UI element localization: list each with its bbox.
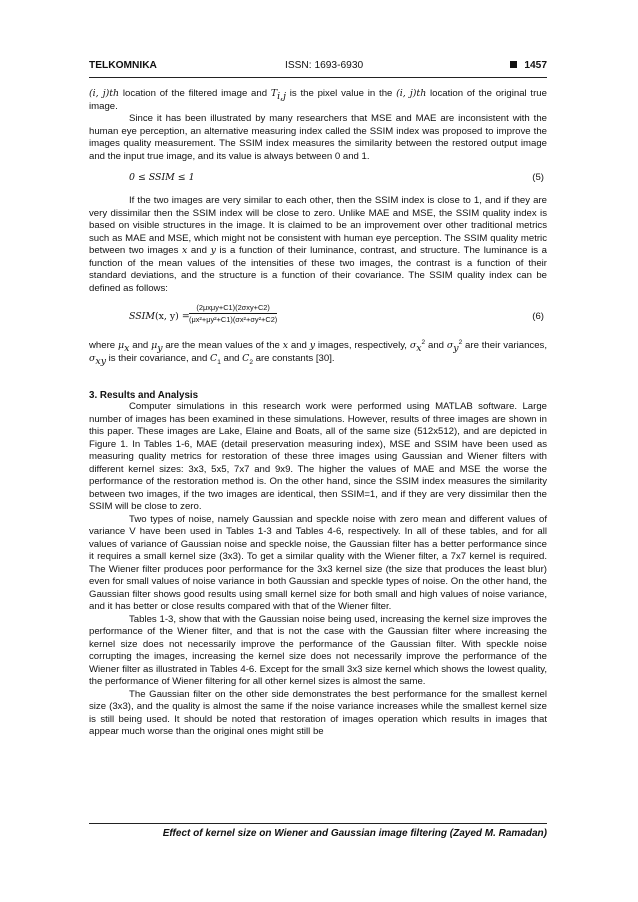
equation-6-number: (6) — [532, 311, 544, 322]
equation-5-number: (5) — [532, 172, 544, 183]
paragraph: The Gaussian filter on the other side demonstrates the best performance for the smallest kernel size (3x3), and the quality is almost the same if the noise variance increases while the smallest kernel size is still being used. It should be noted that restoration of images operation which results in images that appear much worse than the original ones might still be — [89, 688, 547, 737]
header-rule — [89, 77, 547, 78]
running-header — [89, 60, 547, 74]
paragraph: Two types of noise, namely Gaussian and speckle noise with zero mean and different values of variance V have been used in Tables 1-3 and Tables 4-6, respectively. In all of these tables, and for all values of variance of Gaussian noise and speckle noise, the Gaussian filter has a better performance since it requires a small kernel size (3x3). To get a similar quality with the Wiener filter, a 7x7 kernel is required. The Wiener filter produces poor performance for the 3x3 kernel size (the size that produces the least blur) even for small values of noise variance in both Gaussian and speckle types of noise. On the other hand, the Gaussian filter shows good results using small kernel size for both small and high values of noise variance, and it has better or close results compared with that of the Wiener filter. — [89, 513, 547, 612]
page-number-group — [510, 60, 547, 71]
equation-6-fraction — [189, 303, 277, 325]
journal-name: TELKOMNIKA — [89, 60, 157, 71]
paragraph: (i, j)th location of the filtered image and $T_{i,j}$ is the pixel value in the (i, j)th location of the original true image. — [89, 88, 547, 112]
page-number: 1457 — [524, 60, 547, 71]
footer-rule — [89, 823, 547, 824]
section-title: 3. Results and Analysis — [89, 390, 199, 401]
paragraph: Since it has been illustrated by many researchers that MSE and MAE are inconsistent with the human eye perception, an alternative measuring index called the SSIM index was proposed to improve the images quality measurement. The SSIM index measures the similarity between the restored output image and the input true image, and its value is always between 0 and 1. — [89, 113, 547, 162]
equation-5-formula: 0 ≤ SSIM ≤ 1 — [129, 172, 195, 183]
body-text — [89, 88, 547, 739]
issn: ISSN: 1693-6930 — [285, 60, 364, 71]
equation-5 — [89, 172, 547, 186]
square-bullet-icon — [510, 61, 517, 68]
paragraph: Computer simulations in this research work were performed using MATLAB software. Large number of images has been examined in these simulations. However, results of three images are shown in this paper. These images are Lake, Elaine and Boats, all of the same size (512x512), and are depicted in Figure 1. In Tables 1-6, MAE (detail preservation measuring index), MSE and SSIM have been used as measuring quality metrics for restoration of these three images using Gaussian and Wiener filters with different kernel sizes: 3x3, 5x5, 7x7 and 9x9. The higher the values of MAE and MSE the worse the performance of the restoration method is. On the other hand, since the SSIM index measures the similarity between two images, if the two images are identical, then SSIM=1, and if they are very dissimilar then the SSIM will be close to zero. — [89, 401, 547, 512]
paragraph: where $\mu_x$ and $\mu_y$ are the mean values of the x and y images, respectively, $\sigma_x^2$ and $\sigma_y^2$ are their variances, $\sigma_{xy}$ is their covariance, and $C_1$ and $C_2$ are constants [30]. — [89, 338, 547, 367]
equation-6-lhs: SSIM(x, y) = — [129, 311, 190, 322]
equation-6-numerator: (2μxμy+C1)(2σxy+C2) — [189, 303, 277, 314]
equation-6-denominator: (μx²+μy²+C1)(σx²+σy²+C2) — [189, 315, 278, 324]
running-footer: Effect of kernel size on Wiener and Gaussian image filtering (Zayed M. Ramadan) — [162, 828, 547, 839]
equation-6 — [89, 303, 547, 333]
paragraph: If the two images are very similar to each other, then the SSIM index is close to 1, and if they are very dissimilar then the SSIM index will be close to zero. Unlike MAE and MSE, the SSIM quality index is based on visible structures in the image. It is claimed to be an improvement over other traditional metrics such as MAE and MSE, which might not be consistent with human eye perception. The SSIM quality metric between two images x and y is a function of their luminance, contrast, and structure. The luminance is a function of the mean values of the intensities of these two images, the contrast is a function of their standard deviations, and the structure is a function of their covariance. The SSIM quality index can be defined as follows: — [89, 195, 548, 294]
paragraph: Tables 1-3, show that with the Gaussian noise being used, increasing the kernel size improves the performance of the Wiener filter, and that is not the case with the Gaussian filter where increasing the kernel size does not necessarily improve the performance of the Gaussian filter. With speckle noise corrupting the images, increasing the kernel size does not necessarily improve the performance of the Wiener filter as illustrated in Tables 4-6. Except for the small 3x3 size kernel which shows the lowest quality, the performance of Wiener filtering for all other kernel sizes is almost the same. — [89, 613, 547, 687]
